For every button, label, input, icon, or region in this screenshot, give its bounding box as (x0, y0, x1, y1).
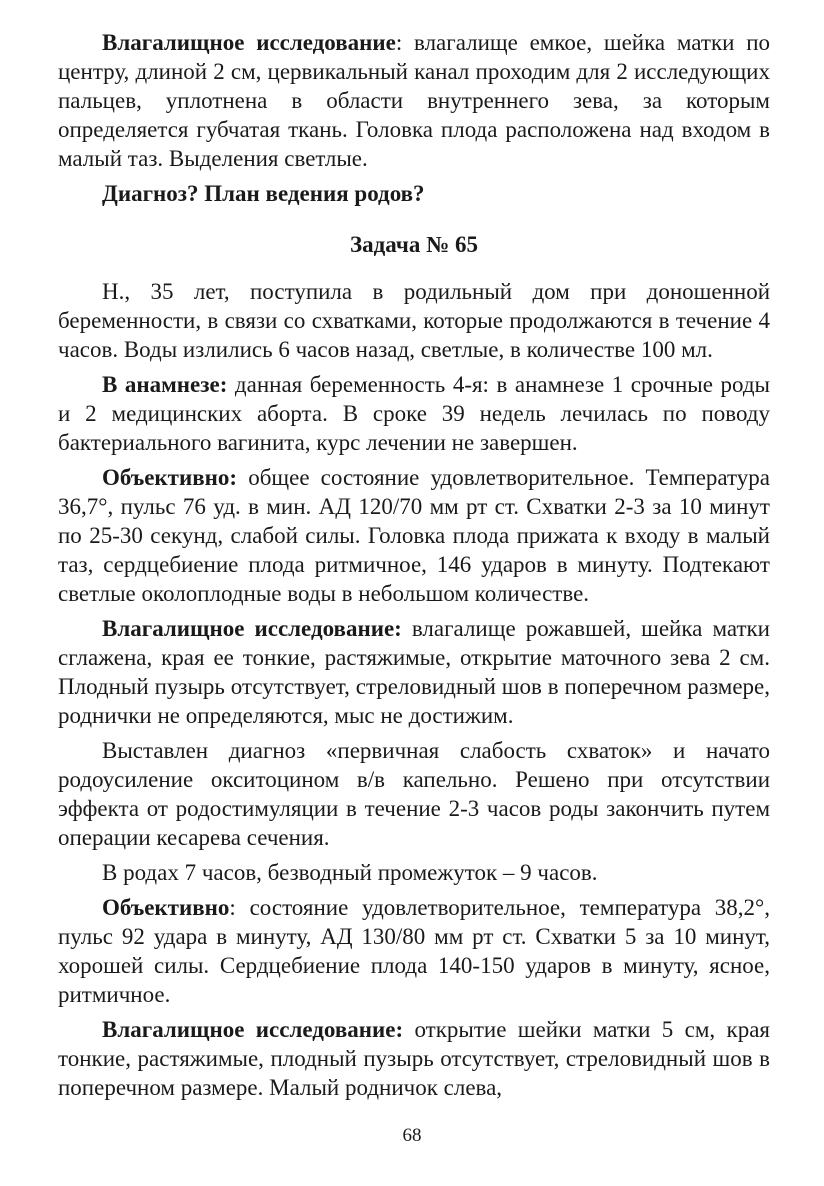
paragraph-labor-duration (58, 858, 770, 887)
paragraph-text: влагалище рожавшей, шейка матки сглажена, края ее тонкие, растяжимые, открытие маточного зева 2 см. Плодный пузырь отсутствует, стреловидный шов в поперечном размере, роднички не определяются, мыс не достижим. (58, 616, 770, 728)
paragraph-lead: Объективно (102, 895, 230, 920)
paragraph-anamnesis (58, 370, 770, 457)
paragraph-text: : состояние удовлетворительное, температура 38,2°, пульс 92 удара в минуту, АД 130/80 мм рт ст. Схватки 5 за 10 минут, хорошей силы. Сердцебиение плода 140-150 ударов в минуту, ясное, ритмичное. (58, 895, 770, 1007)
paragraph-lead: Влагалищное исследование (102, 30, 396, 55)
paragraph-text: : влагалище емкое, шейка матки по центру, длиной 2 см, цервикальный канал проходим для 2 исследующих пальцев, уплотнена в области внутреннего зева, за которым определяется губчатая ткань. Головка плода расположена над входом в малый таз. Выделения светлые. (58, 30, 770, 171)
page-number: 68 (402, 1125, 422, 1146)
paragraph-vaginal-exam-1 (58, 614, 770, 730)
paragraph-lead: Объективно: (102, 465, 238, 490)
paragraph-text: В родах 7 часов, безводный промежуток – 9 часов. (102, 860, 598, 885)
paragraph-text: открытие шейки матки 5 см, края тонкие, растяжимые, плодный пузырь отсутствует, стреловидный шов в поперечном размере. Малый родничок слева, (58, 1017, 770, 1100)
paragraph-question (58, 179, 770, 208)
task-heading: Задача № 65 (350, 232, 478, 257)
paragraph-text: данная беременность 4-я: в анамнезе 1 срочные роды и 2 медицинских аборта. В сроке 39 недель лечилась по поводу бактериального вагинита, курс лечении не завершен. (58, 372, 770, 455)
paragraph-objective-2 (58, 893, 770, 1009)
paragraph-lead: В анамнезе: (102, 372, 228, 397)
paragraph-diagnosis (58, 736, 770, 852)
paragraph-lead: Влагалищное исследование: (102, 1017, 404, 1042)
document-page (58, 28, 770, 1108)
paragraph-text: Выставлен диагноз «первичная слабость схваток» и начато родоусиление окситоцином в/в капельно. Решено при отсутствии эффекта от родостимуляции в течение 2-3 часов роды закончить путем операции кесарева сечения. (58, 738, 770, 850)
paragraph-patient-intro (58, 277, 770, 364)
paragraph-text: Н., 35 лет, поступила в родильный дом при доношенной беременности, в связи со схватками, которые продолжаются в течение 4 часов. Воды излились 6 часов назад, светлые, в количестве 100 мл. (58, 279, 770, 362)
paragraph-vaginal-exam-2 (58, 1015, 770, 1102)
paragraph-lead: Влагалищное исследование: (102, 616, 402, 641)
paragraph-lead: Диагноз? План ведения родов? (102, 181, 425, 206)
paragraph-text: общее состояние удовлетворительное. Температура 36,7°, пульс 76 уд. в мин. АД 120/70 мм рт ст. Схватки 2-3 за 10 минут по 25-30 секунд, слабой силы. Головка плода прижата к входу в малый таз, сердцебиение плода ритмичное, 146 ударов в минуту. Подтекают светлые околоплодные воды в небольшом количестве. (58, 465, 770, 606)
paragraph-objective-1 (58, 463, 770, 608)
paragraph-vaginal-exam-intro (58, 28, 770, 173)
